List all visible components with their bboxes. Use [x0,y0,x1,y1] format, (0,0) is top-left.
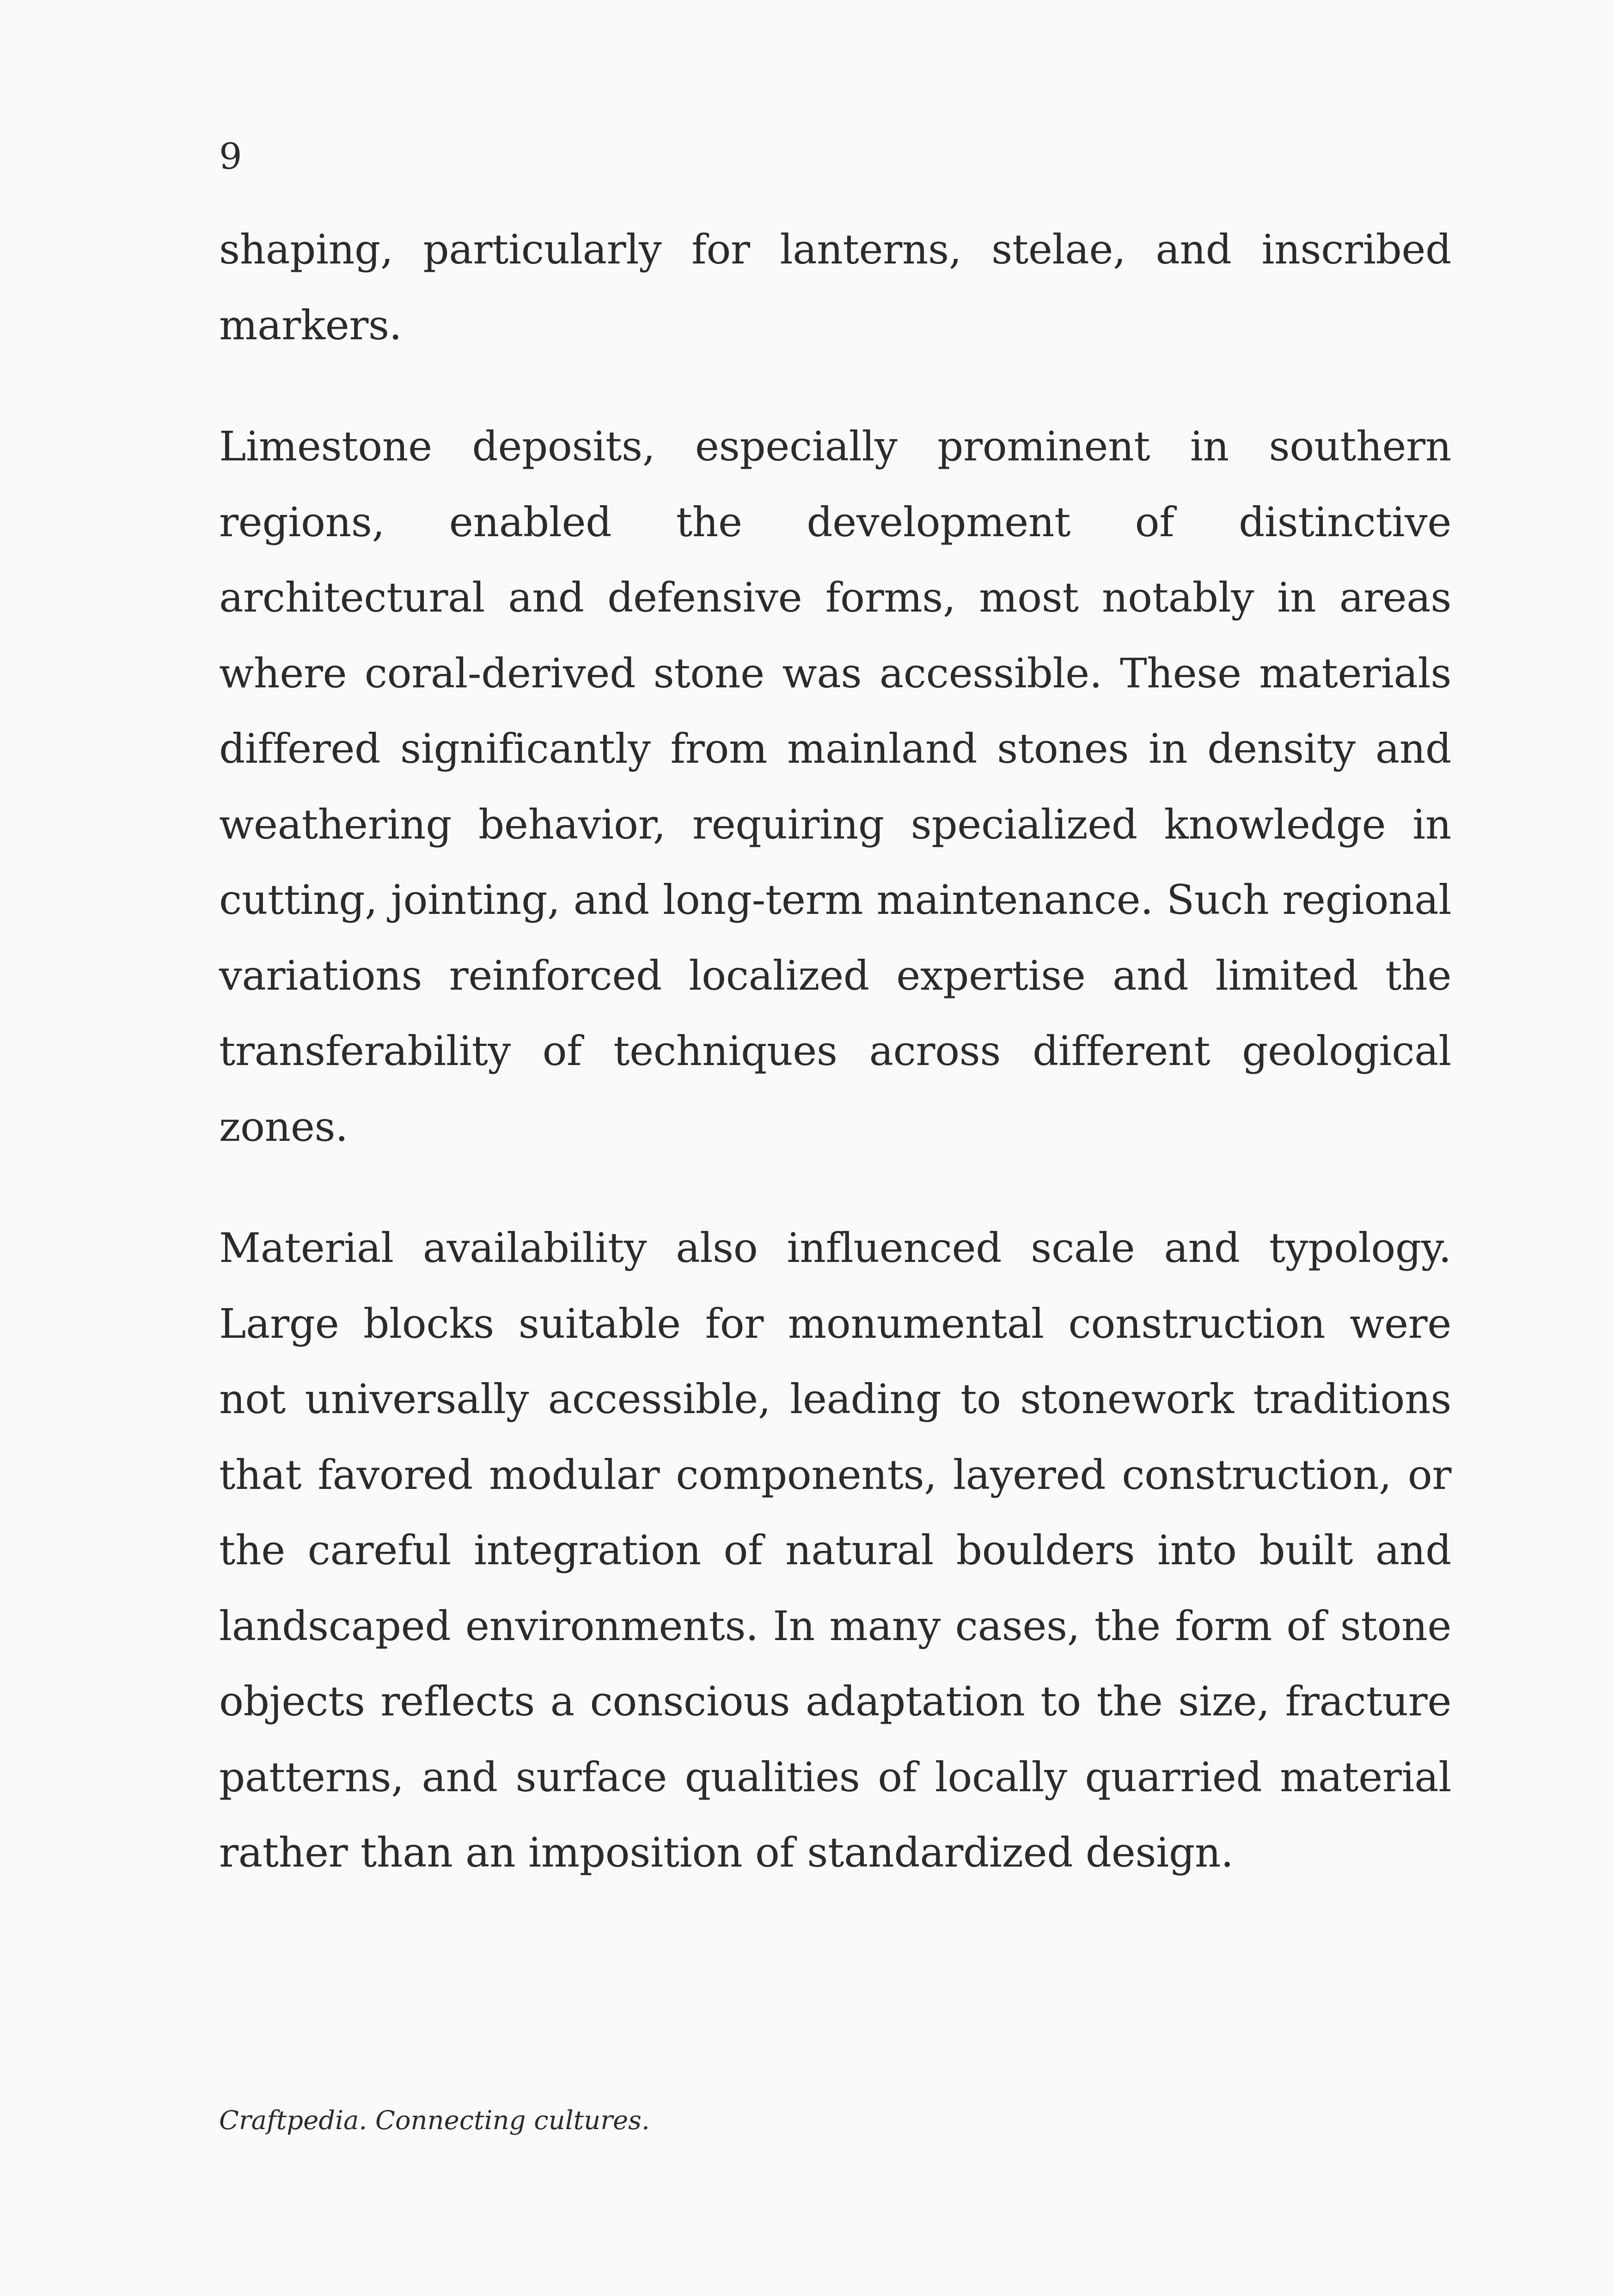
body-text [219,212,1451,1936]
paragraph-material-availability: Material availability also influenced scale and typology. Large blocks suitable for monumental construction were not universally accessible, leading to stonework traditions that favored modular components, layered construction, or the careful integration of natural boulders into built and landscaped environments. In many cases, the form of stone objects reflects a conscious adaptation to the size, fracture patterns, and surface qualities of locally quarried material rather than an imposition of standardized design. [219,1224,1451,1876]
page-number: 9 [219,136,242,178]
paragraph-limestone: Limestone deposits, especially prominent in southern regions, enabled the development of distinctive architectural and defensive forms, most notably in areas where coral-derived stone was accessible. These materials differed significantly from mainland stones in density and weathering behavior, requiring specialized knowledge in cutting, jointing, and long-term maintenance. Such regional variations reinforced localized expertise and limited the transferability of techniques across different geological zones. [219,422,1451,1151]
footer-tagline: Craftpedia. Connecting cultures. [219,2106,650,2136]
paragraph-continuation: shaping, particularly for lanterns, stelae, and inscribed markers. [219,226,1451,349]
